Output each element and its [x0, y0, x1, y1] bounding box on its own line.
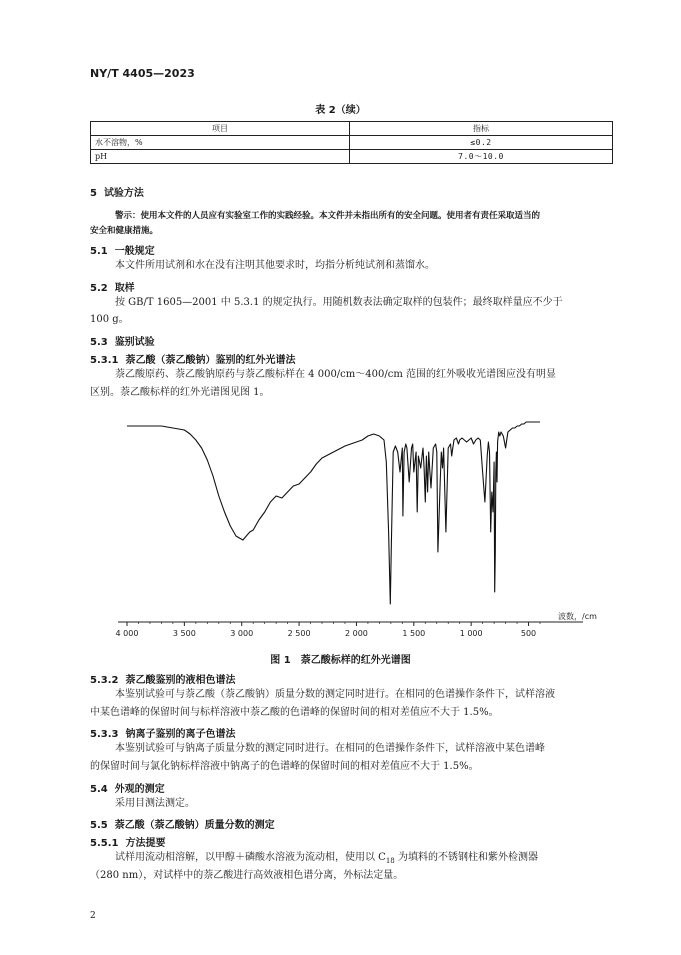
x-tick-label: 2 500: [287, 629, 311, 638]
paragraph: 的保留时间与氯化钠标样溶液中钠离子的色谱峰的保留时间的相对差值应不大于 1.5%。: [90, 761, 479, 772]
paragraph: 按 GB/T 1605—2001 中 5.3.1 的规定执行。用随机数表法确定取样的包装件；最终取样量应不少于: [115, 297, 563, 308]
paragraph: [115, 851, 538, 868]
section-heading: [90, 671, 235, 686]
section-title: 萘乙酸（萘乙酸钠）鉴别的红外光谱法: [125, 355, 296, 366]
paragraph: 萘乙酸原药、萘乙酸钠原药与萘乙酸标样在 4 000/cm～400/cm 范围的红外吸收光谱图应没有明显: [115, 369, 556, 380]
document-id: NY/T 4405—2023: [90, 67, 195, 80]
paragraph: （280 nm），对试样中的萘乙酸进行高效液相色谱分离，外标法定量。: [90, 870, 404, 881]
table-cell-item: 水不溶物，%: [91, 136, 350, 150]
paragraph-text: 试样用流动相溶解，以甲醇＋磷酸水溶液为流动相，使用以 C: [115, 852, 386, 863]
x-tick-label: 2 000: [344, 629, 368, 638]
table-cell-value: ≤0.2: [350, 136, 613, 150]
paragraph: 本鉴别试验可与萘乙酸（萘乙酸钠）质量分数的测定同时进行。在相同的色谱操作条件下，试样溶液: [115, 689, 555, 700]
paragraph: 本文件所用试剂和水在没有注明其他要求时，均指分析纯试剂和蒸馏水。: [115, 260, 435, 271]
section-title: 方法提要: [125, 838, 166, 849]
table-cell-item: pH: [91, 150, 350, 164]
warning-line: 安全和健康措施。: [90, 226, 159, 236]
x-tick-label: 500: [520, 629, 537, 638]
spectrum-line: [127, 422, 540, 604]
section-heading: [90, 816, 275, 831]
figure-caption: 图 1 萘乙酸标样的红外光谱图: [270, 655, 411, 666]
page-number: 2: [90, 911, 96, 921]
paragraph: 采用目测法测定。: [115, 798, 195, 809]
section-number: 5.3.1: [90, 355, 119, 366]
section-title: 萘乙酸（萘乙酸钠）质量分数的测定: [114, 820, 275, 831]
section-number: 5: [90, 188, 97, 199]
section-number: 5.5.1: [90, 838, 119, 849]
section-heading: [90, 780, 165, 795]
section-title: 试验方法: [103, 188, 144, 199]
x-tick-label: 1 500: [402, 629, 426, 638]
section-title: 一般规定: [114, 246, 155, 257]
x-tick-label: 3 500: [172, 629, 196, 638]
x-tick-label: 3 000: [230, 629, 254, 638]
subscript: 18: [385, 857, 395, 865]
section-number: 5.4: [90, 784, 108, 795]
section-title: 外观的测定: [114, 784, 165, 795]
table-header-value: 指标: [350, 122, 613, 136]
section-title: 取样: [114, 283, 135, 294]
section-heading: [90, 834, 165, 849]
table-header-item: 项目: [91, 122, 350, 136]
section-number: 5.5: [90, 820, 108, 831]
section-title: 鉴别试验: [114, 337, 155, 348]
section-heading: [90, 725, 235, 740]
x-tick-label: 4 000: [115, 629, 139, 638]
section-title: 萘乙酸鉴别的液相色谱法: [125, 675, 236, 686]
x-axis-label: 波数，/cm: [558, 612, 597, 621]
section-number: 5.2: [90, 283, 108, 294]
table-cell-value: 7.0～10.0: [350, 150, 613, 164]
paragraph: 本鉴别试验可与钠离子质量分数的测定同时进行。在相同的色谱操作条件下，试样溶液中某色谱峰: [115, 743, 545, 754]
paragraph: 100 g。: [90, 314, 129, 325]
warning-line: 警示：使用本文件的人员应有实验室工作的实践经验。本文件并未指出所有的安全问题。使用者有责任采取适当的: [115, 211, 541, 221]
section-number: 5.3: [90, 337, 108, 348]
section-title: 钠离子鉴别的离子色谱法: [125, 729, 236, 740]
section-number: 5.3.2: [90, 675, 119, 686]
table-caption: 表 2（续）: [315, 105, 366, 116]
paragraph: 区别。萘乙酸标样的红外光谱图见图 1。: [90, 387, 270, 398]
paragraph: 中某色谱峰的保留时间与标样溶液中萘乙酸的色谱峰的保留时间的相对差值应不大于 1.5%。: [90, 707, 499, 718]
section-number: 5.1: [90, 246, 108, 257]
section-number: 5.3.3: [90, 729, 119, 740]
x-tick-label: 1 000: [459, 629, 483, 638]
paragraph-text: 为填料的不锈钢柱和紫外检测器: [394, 852, 538, 863]
